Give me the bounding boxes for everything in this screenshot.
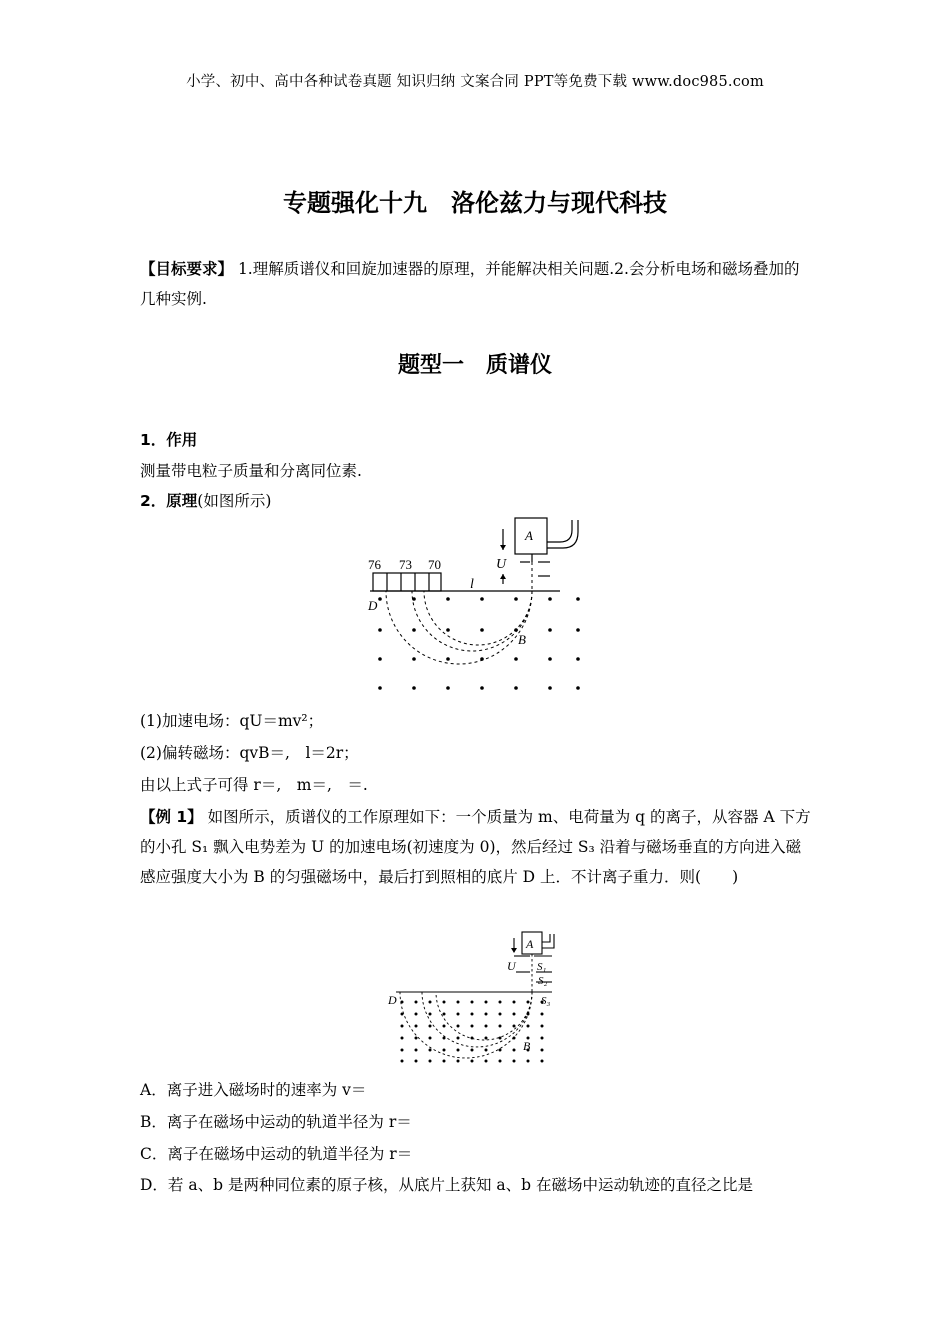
- option-b: B．离子在磁场中运动的轨道半径为 r＝: [140, 1113, 412, 1131]
- label-s1: S₁: [537, 961, 547, 973]
- page-title: 专题强化十九 洛伦兹力与现代科技: [283, 189, 667, 217]
- detector-scale: [373, 573, 441, 591]
- label-s2: S₂: [538, 975, 548, 987]
- item1-text: 测量带电粒子质量和分离同位素.: [140, 462, 362, 480]
- header-banner: 小学、初中、高中各种试卷真题 知识归纳 文案合同 PPT等免费下载 www.doc985.com: [186, 74, 764, 90]
- trajectory-outer: [400, 992, 532, 1058]
- formula-result: 由以上式子可得 r＝, m＝, ＝.: [140, 776, 368, 794]
- formula-acceleration: (1)加速电场：qU＝mv²；: [140, 712, 324, 730]
- goal-text: 1.理解质谱仪和回旋加速器的原理，并能解决相关问题.2.会分析电场和磁场叠加的几种实例.: [140, 260, 800, 308]
- label-u: U: [507, 959, 516, 973]
- example-text: 如图所示，质谱仪的工作原理如下：一个质量为 m、电荷量为 q 的离子，从容器 A 下方的小孔 S₁ 飘入电势差为 U 的加速电场(初速度为 0)，然后经过 S₃ 沿着与磁场垂直的方向进入磁感应强度大小为 B 的匀强磁场中，最后打到照相的底片 D 上．不计离子重力．则( ): [140, 808, 811, 886]
- item2-suffix: (如图所示): [197, 492, 272, 510]
- item2-heading: 2．原理: [140, 492, 198, 510]
- label-73: 73: [399, 557, 412, 572]
- goal-tag: 【目标要求】: [140, 260, 234, 278]
- label-l: l: [470, 577, 474, 592]
- mass-spectrometer-figure: [360, 512, 600, 698]
- label-76: 76: [368, 557, 381, 572]
- item2-line: [140, 489, 271, 511]
- goal-paragraph: [140, 254, 812, 314]
- label-a: A: [525, 528, 533, 543]
- label-d: D: [368, 598, 378, 613]
- label-d: D: [388, 993, 397, 1007]
- label-b: B: [523, 1039, 531, 1053]
- item1-heading: 1．作用: [140, 431, 198, 449]
- option-a: A．离子进入磁场时的速率为 v＝: [140, 1081, 367, 1099]
- trajectory-inner: [436, 992, 532, 1040]
- trajectory-middle: [422, 992, 532, 1047]
- option-c: C．离子在磁场中运动的轨道半径为 r＝: [140, 1145, 413, 1163]
- label-70: 70: [428, 557, 441, 572]
- section-title: 题型一 质谱仪: [397, 353, 552, 378]
- label-b: B: [518, 632, 526, 647]
- example-tag: 【例 1】: [140, 808, 203, 826]
- magnetic-field-dots: [401, 1001, 544, 1063]
- container-pipe: [542, 934, 554, 948]
- option-d: D．若 a、b 是两种同位素的原子核，从底片上获知 a、b 在磁场中运动轨迹的直径之比是: [140, 1176, 753, 1194]
- example-figure: [386, 928, 558, 1066]
- label-u: U: [496, 557, 507, 572]
- label-s3: S₃: [541, 995, 551, 1007]
- example-paragraph: [140, 802, 812, 892]
- trajectory-76: [386, 591, 532, 664]
- formula-deflection: (2)偏转磁场：qvB＝, l＝2r；: [140, 744, 359, 762]
- label-a: A: [526, 937, 534, 951]
- trajectory-73: [412, 591, 532, 651]
- container-pipe: [547, 520, 572, 542]
